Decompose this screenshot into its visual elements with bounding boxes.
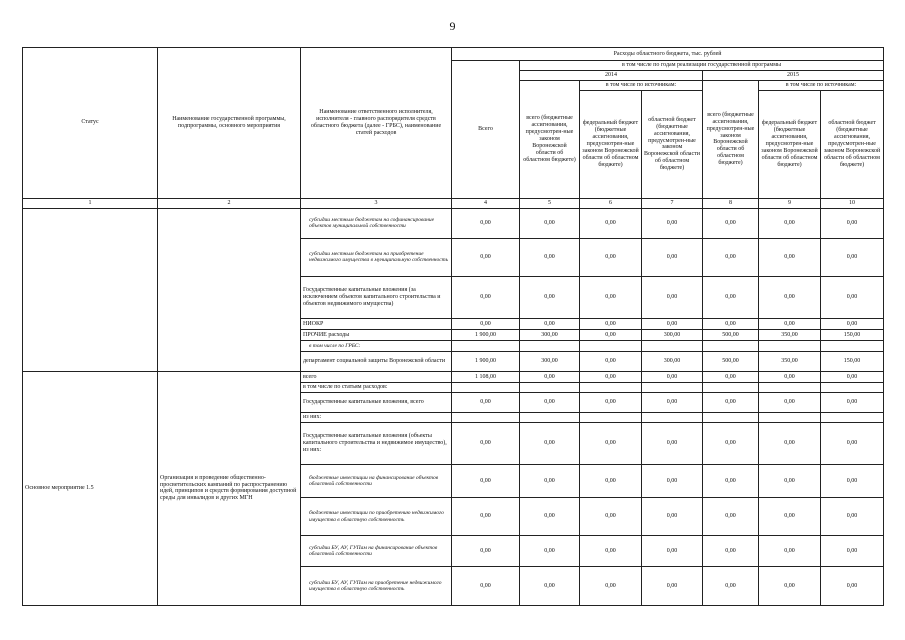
value-cell: 0,00 <box>821 276 884 319</box>
value-cell: 1 900,00 <box>452 330 520 341</box>
value-cell: 0,00 <box>580 371 642 382</box>
expense-article: субсидии местным бюджетам на приобретение недвижимого имущества в муниципальную собственность <box>301 239 452 276</box>
status-cell-empty <box>23 208 158 371</box>
value-cell: 0,00 <box>520 423 580 465</box>
value-cell: 0,00 <box>580 464 642 497</box>
value-cell <box>821 413 884 423</box>
program-cell-empty <box>158 208 301 371</box>
value-cell: 1 900,00 <box>452 351 520 371</box>
value-cell: 0,00 <box>580 208 642 238</box>
header-regional-2014: областной бюджет (бюджетные ассигнования, предусмотрен-ные законом Воронежской области об областном бюджете) <box>642 91 703 198</box>
value-cell: 0,00 <box>452 208 520 238</box>
value-cell: 0,00 <box>703 208 759 238</box>
value-cell: 0,00 <box>520 464 580 497</box>
expense-article: Государственные капитальные вложения, всего <box>301 393 452 413</box>
value-cell: 0,00 <box>580 498 642 535</box>
column-number: 4 <box>452 198 520 208</box>
value-cell: 0,00 <box>821 464 884 497</box>
value-cell <box>520 341 580 351</box>
value-cell: 0,00 <box>759 464 821 497</box>
value-cell <box>580 413 642 423</box>
column-number: 9 <box>759 198 821 208</box>
value-cell <box>452 341 520 351</box>
value-cell: 0,00 <box>703 567 759 606</box>
value-cell: 0,00 <box>821 239 884 276</box>
column-number: 7 <box>642 198 703 208</box>
value-cell: 0,00 <box>452 567 520 606</box>
value-cell: 150,00 <box>821 330 884 341</box>
value-cell: 0,00 <box>703 239 759 276</box>
expense-article: в том числе по ГРБС: <box>301 341 452 351</box>
value-cell: 0,00 <box>642 567 703 606</box>
value-cell: 0,00 <box>580 393 642 413</box>
header-status: Статус <box>23 48 158 199</box>
value-cell: 0,00 <box>642 498 703 535</box>
value-cell: 300,00 <box>520 330 580 341</box>
value-cell: 0,00 <box>642 319 703 330</box>
value-cell: 0,00 <box>452 319 520 330</box>
value-cell: 0,00 <box>759 239 821 276</box>
value-cell: 0,00 <box>452 393 520 413</box>
value-cell <box>642 413 703 423</box>
value-cell: 0,00 <box>520 208 580 238</box>
value-cell: 0,00 <box>452 276 520 319</box>
value-cell: 0,00 <box>759 319 821 330</box>
value-cell: 0,00 <box>703 423 759 465</box>
expense-article: субсидии БУ, АУ, ГУПам на приобретение недвижимого имущества в областную собственность <box>301 567 452 606</box>
header-program-name: Наименование государственной программы, подпрограммы, основного мероприятия <box>158 48 301 199</box>
value-cell: 0,00 <box>642 393 703 413</box>
value-cell <box>642 341 703 351</box>
header-by-years: в том числе по годам реализации государственной программы <box>520 61 884 71</box>
value-cell: 0,00 <box>642 208 703 238</box>
value-cell: 500,00 <box>703 330 759 341</box>
header-all-2015: всего (бюджетные ассигнования, предусмотрен-ные законом Воронежской области об областном бюджете) <box>703 81 759 198</box>
value-cell: 0,00 <box>580 330 642 341</box>
header-expenses-title: Расходы областного бюджета, тыс. рублей <box>452 48 884 61</box>
value-cell: 0,00 <box>821 319 884 330</box>
value-cell: 0,00 <box>580 351 642 371</box>
status-cell: Основное мероприятие 1.5 <box>23 371 158 605</box>
expense-article: НИОКР <box>301 319 452 330</box>
value-cell: 0,00 <box>821 423 884 465</box>
value-cell: 1 108,00 <box>452 371 520 382</box>
value-cell: 300,00 <box>520 351 580 371</box>
value-cell: 0,00 <box>520 393 580 413</box>
value-cell: 350,00 <box>759 330 821 341</box>
value-cell: 0,00 <box>452 498 520 535</box>
expense-article: в том числе по статьям расходов: <box>301 383 452 393</box>
value-cell: 0,00 <box>821 567 884 606</box>
header-executor: Наименование ответственного исполнителя, исполнителя - главного распорядителя средств областного бюджета (далее - ГРБС), наименование статей расходов <box>301 48 452 199</box>
value-cell: 0,00 <box>520 535 580 566</box>
expense-article: Государственные капитальные вложения (за исключением объектов капитального строительства и объектов недвижимого имущества) <box>301 276 452 319</box>
value-cell <box>580 341 642 351</box>
value-cell: 0,00 <box>821 208 884 238</box>
value-cell: 0,00 <box>580 239 642 276</box>
value-cell: 0,00 <box>759 567 821 606</box>
value-cell: 0,00 <box>703 276 759 319</box>
table-row <box>23 371 884 382</box>
header-all-2014: всего (бюджетные ассигнования, предусмотрен-ные законом Воронежской области об областном бюджете) <box>520 81 580 198</box>
expense-article: бюджетные инвестиции по приобретению недвижимого имущества в областную собственность <box>301 498 452 535</box>
value-cell: 500,00 <box>703 351 759 371</box>
value-cell: 0,00 <box>580 276 642 319</box>
value-cell <box>642 383 703 393</box>
header-regional-2015: областной бюджет (бюджетные ассигнования, предусмотрен-ные законом Воронежской области об областном бюджете) <box>821 91 884 198</box>
column-number: 10 <box>821 198 884 208</box>
value-cell: 0,00 <box>703 371 759 382</box>
value-cell: 350,00 <box>759 351 821 371</box>
value-cell: 0,00 <box>452 239 520 276</box>
table-row <box>23 208 884 238</box>
value-cell: 0,00 <box>642 535 703 566</box>
header-federal-2015: федеральный бюджет (бюджетные ассигнования, предусмотрен-ные законом Воронежской области об областном бюджете) <box>759 91 821 198</box>
column-number: 1 <box>23 198 158 208</box>
value-cell <box>759 413 821 423</box>
value-cell: 0,00 <box>452 464 520 497</box>
header-year-2015: 2015 <box>703 71 884 81</box>
expense-article: департамент социальной защиты Воронежской области <box>301 351 452 371</box>
value-cell: 0,00 <box>520 239 580 276</box>
value-cell: 0,00 <box>759 276 821 319</box>
expense-article: из них: <box>301 413 452 423</box>
value-cell <box>759 383 821 393</box>
value-cell: 150,00 <box>821 351 884 371</box>
expense-article: субсидии БУ, АУ, ГУПам на финансирование объектов областной собственности <box>301 535 452 566</box>
value-cell: 0,00 <box>580 319 642 330</box>
value-cell: 0,00 <box>821 371 884 382</box>
column-number: 5 <box>520 198 580 208</box>
value-cell: 0,00 <box>703 393 759 413</box>
value-cell: 0,00 <box>520 276 580 319</box>
header-year-2014: 2014 <box>520 71 703 81</box>
header-total: Всего <box>452 61 520 198</box>
value-cell: 0,00 <box>759 393 821 413</box>
value-cell: 0,00 <box>703 319 759 330</box>
expense-article: Государственные капитальные вложения (объекты капитального строительства и недвижимое имущество), из них: <box>301 423 452 465</box>
value-cell: 0,00 <box>642 423 703 465</box>
header-federal-2014: федеральный бюджет (бюджетные ассигнования, предусмотрен-ные законом Воронежской области об областном бюджете) <box>580 91 642 198</box>
value-cell: 0,00 <box>759 535 821 566</box>
program-cell: Организация и проведение общественно-просветительских кампаний по распространению идей, принципов и средств формирования доступной среды для инвалидов и других МГН <box>158 371 301 605</box>
column-number: 6 <box>580 198 642 208</box>
value-cell: 0,00 <box>452 423 520 465</box>
expense-article: всего <box>301 371 452 382</box>
header-by-sources-2014: в том числе по источникам: <box>580 81 703 91</box>
expense-article: субсидии местным бюджетам на софинансирование объектов муниципальной собственности <box>301 208 452 238</box>
value-cell: 0,00 <box>580 535 642 566</box>
value-cell <box>580 383 642 393</box>
value-cell: 300,00 <box>642 351 703 371</box>
value-cell: 0,00 <box>759 498 821 535</box>
column-number: 2 <box>158 198 301 208</box>
value-cell <box>703 383 759 393</box>
value-cell: 0,00 <box>452 535 520 566</box>
value-cell: 0,00 <box>821 535 884 566</box>
value-cell <box>703 341 759 351</box>
value-cell: 0,00 <box>520 319 580 330</box>
expense-article: ПРОЧИЕ расходы <box>301 330 452 341</box>
value-cell: 0,00 <box>642 276 703 319</box>
value-cell: 0,00 <box>821 498 884 535</box>
expense-article: бюджетные инвестиции на финансирование объектов областной собственности <box>301 464 452 497</box>
value-cell <box>821 341 884 351</box>
budget-table <box>22 47 884 606</box>
value-cell: 0,00 <box>759 371 821 382</box>
column-numbers-row <box>23 198 884 208</box>
column-number: 3 <box>301 198 452 208</box>
value-cell: 0,00 <box>642 239 703 276</box>
header-by-sources-2015: в том числе по источникам: <box>759 81 884 91</box>
value-cell: 0,00 <box>580 423 642 465</box>
value-cell: 0,00 <box>759 423 821 465</box>
value-cell: 0,00 <box>642 464 703 497</box>
value-cell <box>520 383 580 393</box>
value-cell <box>452 383 520 393</box>
value-cell <box>759 341 821 351</box>
value-cell: 0,00 <box>580 567 642 606</box>
value-cell: 0,00 <box>703 498 759 535</box>
value-cell: 0,00 <box>520 498 580 535</box>
value-cell <box>520 413 580 423</box>
value-cell: 0,00 <box>703 464 759 497</box>
value-cell <box>703 413 759 423</box>
value-cell: 0,00 <box>642 371 703 382</box>
value-cell <box>821 383 884 393</box>
value-cell <box>452 413 520 423</box>
value-cell: 0,00 <box>520 567 580 606</box>
value-cell: 300,00 <box>642 330 703 341</box>
page-number: 9 <box>449 19 456 33</box>
value-cell: 0,00 <box>703 535 759 566</box>
column-number: 8 <box>703 198 759 208</box>
value-cell: 0,00 <box>759 208 821 238</box>
value-cell: 0,00 <box>520 371 580 382</box>
value-cell: 0,00 <box>821 393 884 413</box>
